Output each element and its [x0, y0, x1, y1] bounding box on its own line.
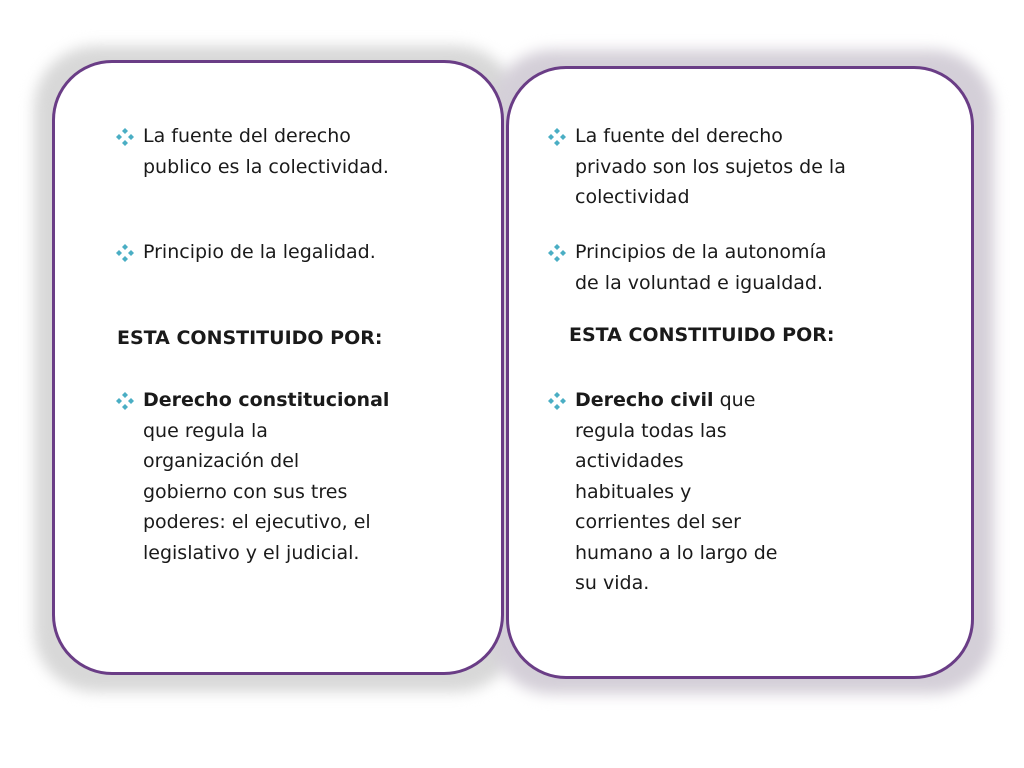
diamond-bullet-icon [116, 244, 134, 262]
diamond-bullet-icon [548, 128, 566, 146]
left-sub-item-description: que regula la organización del gobierno con sus tres poderes: el ejecutivo, el legislativo y el judicial. [143, 419, 371, 564]
diamond-bullet-icon [116, 392, 134, 410]
left-item-1 [116, 121, 389, 182]
left-sub-item [116, 385, 389, 568]
left-item-1-text: La fuente del derecho publico es la colectividad. [143, 125, 389, 178]
right-sub-item-description: que regula todas las actividades habituales y corrientes del ser humano a lo largo de su vida. [575, 389, 778, 594]
diamond-bullet-icon [548, 244, 566, 262]
right-item-1 [548, 121, 846, 213]
right-item-1-text: La fuente del derecho privado son los sujetos de la colectividad [575, 125, 846, 208]
left-sub-item-title: Derecho constitucional [143, 389, 390, 411]
right-sub-item [548, 385, 777, 599]
left-item-2-text: Principio de la legalidad. [143, 241, 376, 263]
right-sub-item-title: Derecho civil [575, 389, 714, 411]
right-sub-item-text [575, 385, 777, 599]
left-heading: ESTA CONSTITUIDO POR: [117, 327, 383, 349]
left-sub-item-text [143, 385, 389, 568]
left-item-2 [116, 237, 376, 268]
right-item-2 [548, 237, 827, 298]
diamond-bullet-icon [116, 128, 134, 146]
diamond-bullet-icon [548, 392, 566, 410]
right-item-2-text: Principios de la autonomía de la voluntad e igualdad. [575, 241, 827, 294]
right-heading: ESTA CONSTITUIDO POR: [569, 324, 835, 346]
